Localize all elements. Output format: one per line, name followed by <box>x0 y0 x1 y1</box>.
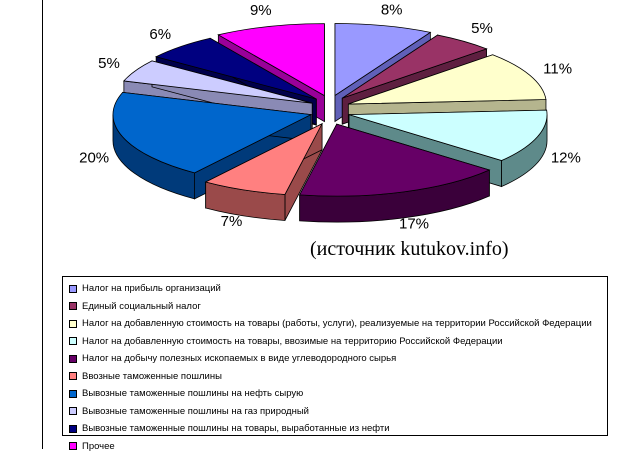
legend-label: Прочее <box>82 441 115 452</box>
legend-swatch <box>69 425 77 433</box>
slice-percent-label: 11% <box>543 61 572 78</box>
slice-percent-label: 7% <box>221 213 243 230</box>
legend-swatch <box>69 337 77 345</box>
legend-swatch <box>69 302 77 310</box>
legend-label: Налог на добычу полезных ископаемых в виде углеводородного сырья <box>82 353 396 364</box>
legend-label: Налог на прибыль организаций <box>82 283 221 294</box>
legend-item <box>69 315 607 333</box>
slice-percent-label: 12% <box>551 150 581 167</box>
slice-percent-label: 5% <box>471 20 493 37</box>
legend-label: Ввозные таможенные пошлины <box>82 371 222 382</box>
slice-percent-label: 17% <box>399 215 429 232</box>
legend-swatch <box>69 372 77 380</box>
slice-percent-label: 8% <box>381 1 403 18</box>
slice-percent-label: 6% <box>149 26 171 43</box>
source-note: (источник kutukov.info) <box>310 238 509 261</box>
legend-item <box>69 385 607 403</box>
legend-item <box>69 403 607 421</box>
legend-label: Вывозные таможенные пошлины на товары, выработанные из нефти <box>82 423 390 434</box>
legend-label: Вывозные таможенные пошлины на нефть сырую <box>82 388 303 399</box>
legend-item <box>69 438 607 455</box>
legend-label: Вывозные таможенные пошлины на газ природный <box>82 406 309 417</box>
legend-item <box>69 333 607 351</box>
legend-item <box>69 280 607 298</box>
chart-legend <box>62 276 608 436</box>
legend-label: Налог на добавленную стоимость на товары (работы, услуги), реализуемые на территории Российской Федерации <box>82 318 592 329</box>
legend-swatch <box>69 285 77 293</box>
legend-item <box>69 368 607 386</box>
legend-swatch <box>69 355 77 363</box>
legend-label: Налог на добавленную стоимость на товары, ввозимые на территорию Российской Федерации <box>82 336 503 347</box>
slice-percent-label: 20% <box>79 150 109 167</box>
slice-percent-label: 5% <box>98 55 120 72</box>
legend-item <box>69 298 607 316</box>
legend-swatch <box>69 407 77 415</box>
legend-item <box>69 420 607 438</box>
slice-percent-label: 9% <box>250 2 272 19</box>
legend-swatch <box>69 390 77 398</box>
legend-label: Единый социальный налог <box>82 301 201 312</box>
legend-item <box>69 350 607 368</box>
legend-swatch <box>69 442 77 450</box>
legend-swatch <box>69 320 77 328</box>
